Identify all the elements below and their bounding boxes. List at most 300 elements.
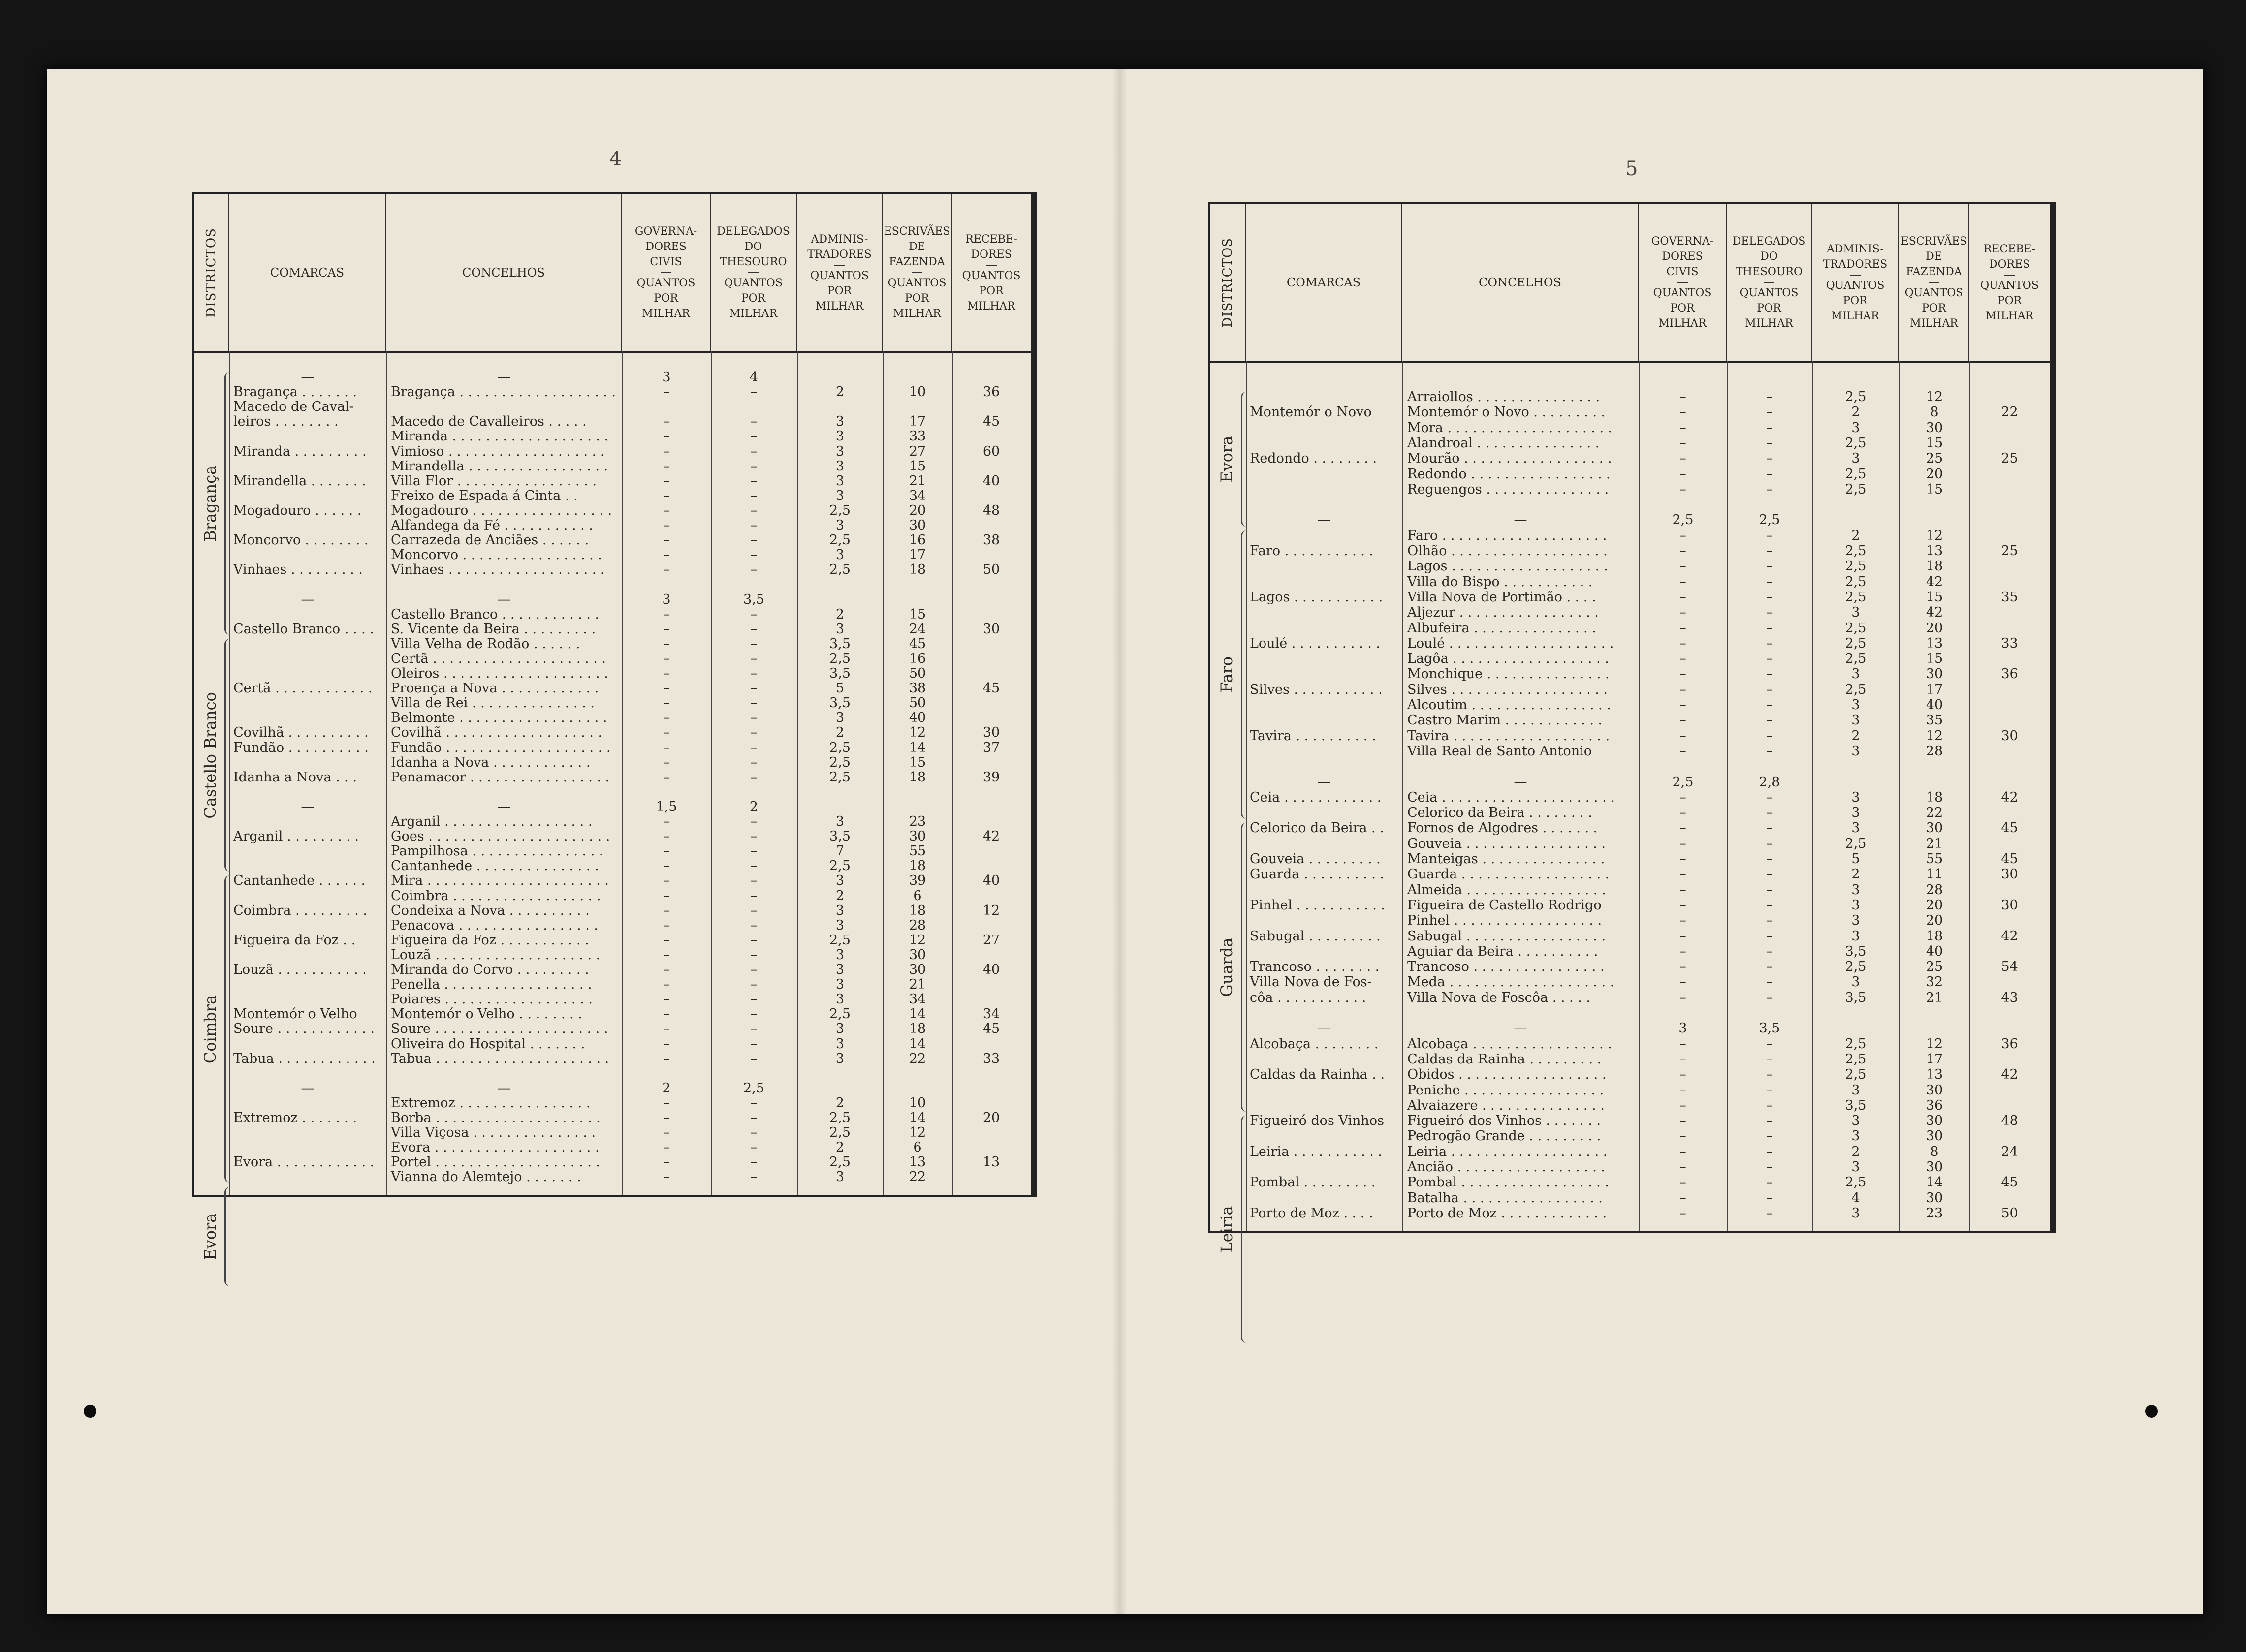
cell-concelho: S. Vicente da Beira . . . . . . . . . bbox=[391, 621, 596, 637]
header-comarcas bbox=[1246, 204, 1402, 361]
table-row bbox=[194, 489, 1031, 503]
cell-a: 3 bbox=[1851, 897, 1860, 913]
cell-a: 3,5 bbox=[829, 695, 851, 711]
cell-concelho: Arganil . . . . . . . . . . . . . . . . . . bbox=[391, 814, 593, 829]
header-rule bbox=[748, 272, 759, 273]
cell-a: 3 bbox=[1851, 666, 1860, 682]
cell-a: 2,5 bbox=[1845, 959, 1866, 975]
cell-comarca: Pombal . . . . . . . . . bbox=[1250, 1175, 1376, 1190]
cell-comarca: Tabua . . . . . . . . . . . . bbox=[233, 1051, 376, 1066]
table-row bbox=[1210, 559, 2050, 574]
cell-g: – bbox=[1679, 1205, 1686, 1221]
header-col-1 bbox=[622, 194, 711, 351]
cell-e: 32 bbox=[1926, 974, 1943, 990]
cell-concelho: Reguengos . . . . . . . . . . . . . . . bbox=[1407, 481, 1609, 497]
cell-e: 20 bbox=[1926, 913, 1943, 929]
table-header bbox=[1210, 204, 2050, 363]
cell-e: 20 bbox=[1926, 466, 1943, 482]
cell-g: – bbox=[663, 843, 670, 859]
cell-concelho: Tavira . . . . . . . . . . . . . . . . . . . bbox=[1407, 728, 1610, 744]
cell-concelho: — bbox=[1514, 512, 1527, 528]
table-row bbox=[194, 1066, 1031, 1081]
cell-concelho: Guarda . . . . . . . . . . . . . . . . . . bbox=[1407, 867, 1610, 882]
cell-g: – bbox=[1679, 789, 1686, 805]
header-districtos-label: DISTRICTOS bbox=[203, 227, 219, 318]
cell-g: – bbox=[663, 458, 670, 474]
cell-d: – bbox=[750, 843, 758, 859]
cell-g: – bbox=[1679, 574, 1686, 590]
table-row bbox=[1210, 729, 2050, 744]
cell-e: 15 bbox=[909, 754, 926, 770]
cell-g: – bbox=[663, 1169, 670, 1185]
cell-d: – bbox=[1766, 789, 1773, 805]
cell-d: – bbox=[750, 740, 758, 755]
cell-concelho: Portel . . . . . . . . . . . . . . . . . . . . bbox=[391, 1154, 600, 1170]
cell-d: – bbox=[1766, 1067, 1773, 1083]
cell-r: 36 bbox=[2001, 666, 2018, 682]
cell-g: – bbox=[663, 1140, 670, 1155]
table-row bbox=[194, 533, 1031, 548]
cell-comarca: Certã . . . . . . . . . . . . bbox=[233, 681, 373, 696]
header-comarcas-label: COMARCAS bbox=[270, 265, 345, 280]
cell-a: 2,5 bbox=[1845, 543, 1866, 559]
cell-e: 35 bbox=[1926, 713, 1943, 728]
cell-r: 35 bbox=[2001, 589, 2018, 605]
cell-g: – bbox=[663, 1154, 670, 1170]
cell-e: 14 bbox=[909, 1006, 926, 1022]
cell-concelho: Carrazeda de Anciães . . . . . . bbox=[391, 532, 589, 548]
cell-d: – bbox=[1766, 743, 1773, 759]
punch-hole-right bbox=[2145, 1405, 2158, 1418]
cell-d: – bbox=[750, 1110, 758, 1125]
header-col-unit: QUANTOS POR MILHAR bbox=[1904, 287, 1963, 330]
cell-a: 2,5 bbox=[1845, 574, 1866, 590]
table-row bbox=[194, 370, 1031, 385]
cell-d: – bbox=[1766, 851, 1773, 867]
cell-g: 1,5 bbox=[656, 799, 677, 814]
cell-g: – bbox=[663, 1051, 670, 1066]
cell-comarca: Coimbra . . . . . . . . . bbox=[233, 903, 367, 918]
table-row bbox=[194, 385, 1031, 400]
cell-r: 30 bbox=[2001, 867, 2018, 882]
cell-comarca: Leiria . . . . . . . . . . . bbox=[1250, 1144, 1382, 1159]
cell-d: – bbox=[1766, 1128, 1773, 1144]
cell-r: 34 bbox=[982, 1006, 1000, 1022]
cell-concelho: Monchique . . . . . . . . . . . . . . . bbox=[1407, 666, 1610, 682]
table-row bbox=[194, 548, 1031, 562]
table-frame bbox=[192, 192, 1037, 1260]
cell-concelho: Penacova . . . . . . . . . . . . . . . . . bbox=[391, 917, 598, 933]
cell-a: 2,5 bbox=[1845, 435, 1866, 451]
cell-d: – bbox=[750, 621, 758, 637]
cell-comarca: Miranda . . . . . . . . . bbox=[233, 443, 367, 459]
cell-e: 18 bbox=[909, 562, 926, 578]
cell-r: 37 bbox=[982, 740, 1000, 755]
cell-comarca: Mirandella . . . . . . . bbox=[233, 473, 366, 489]
cell-g: – bbox=[1679, 528, 1686, 543]
cell-d: – bbox=[750, 917, 758, 933]
header-col-2 bbox=[711, 194, 797, 351]
header-col-4 bbox=[883, 194, 952, 351]
cell-e: 12 bbox=[1926, 389, 1943, 405]
cell-g: – bbox=[1679, 620, 1686, 636]
cell-a: 3 bbox=[835, 710, 845, 726]
cell-e: 12 bbox=[909, 725, 926, 741]
cell-g: – bbox=[663, 977, 670, 993]
cell-comarca: Tavira . . . . . . . . . . bbox=[1250, 728, 1376, 744]
cell-concelho: Porto de Moz . . . . . . . . . . . . . bbox=[1407, 1205, 1607, 1221]
table-row bbox=[194, 889, 1031, 904]
cell-g: – bbox=[1679, 1036, 1686, 1052]
table-row bbox=[1210, 1114, 2050, 1128]
district-label: Leiria bbox=[1217, 1206, 1236, 1253]
cell-d: – bbox=[1766, 974, 1773, 990]
table-row bbox=[1210, 544, 2050, 559]
cell-g: – bbox=[1679, 543, 1686, 559]
table-row bbox=[1210, 1021, 2050, 1036]
cell-comarca: Faro . . . . . . . . . . . bbox=[1250, 543, 1373, 559]
cell-comarca: Bragança . . . . . . . bbox=[233, 384, 357, 400]
cell-a: 3 bbox=[1851, 805, 1860, 821]
header-col-title: ADMINIS- TRADORES bbox=[1823, 243, 1888, 271]
cell-concelho: Villa do Bispo . . . . . . . . . . . bbox=[1407, 574, 1593, 590]
cell-d: 3,5 bbox=[1759, 1021, 1780, 1036]
table-row bbox=[194, 1022, 1031, 1036]
cell-concelho: Villa Flor . . . . . . . . . . . . . . . . . bbox=[391, 473, 597, 489]
table-row bbox=[1210, 451, 2050, 466]
cell-d: – bbox=[750, 1051, 758, 1066]
cell-r: 39 bbox=[982, 769, 1000, 785]
cell-concelho: Mora . . . . . . . . . . . . . . . . . . . . bbox=[1407, 420, 1613, 436]
cell-concelho: Montemór o Velho . . . . . . . . bbox=[391, 1006, 582, 1022]
cell-r: 13 bbox=[982, 1154, 1000, 1170]
cell-concelho: Miranda . . . . . . . . . . . . . . . . . . . bbox=[391, 429, 609, 444]
cell-e: 6 bbox=[913, 888, 922, 904]
cell-g: – bbox=[663, 681, 670, 696]
cell-concelho: Alcoutim . . . . . . . . . . . . . . . . . bbox=[1407, 697, 1611, 713]
cell-d: – bbox=[750, 681, 758, 696]
cell-a: 3 bbox=[835, 962, 845, 977]
cell-concelho: Ancião . . . . . . . . . . . . . . . . . . bbox=[1407, 1159, 1605, 1175]
cell-concelho: Silves . . . . . . . . . . . . . . . . . . . bbox=[1407, 682, 1608, 697]
cell-e: 45 bbox=[909, 636, 926, 652]
cell-e: 18 bbox=[909, 903, 926, 918]
cell-e: 28 bbox=[1926, 882, 1943, 898]
cell-e: 15 bbox=[1926, 435, 1943, 451]
cell-g: – bbox=[1679, 1051, 1686, 1067]
header-col-title: DELEGADOS DO THESOURO bbox=[1732, 235, 1806, 278]
table-row bbox=[1210, 498, 2050, 512]
cell-e: 21 bbox=[909, 473, 926, 489]
cell-concelho: Alcobaça . . . . . . . . . . . . . . . . . bbox=[1407, 1036, 1612, 1052]
header-col-4 bbox=[1899, 204, 1969, 361]
cell-g: – bbox=[663, 1095, 670, 1111]
cell-a: 2,5 bbox=[829, 651, 851, 666]
cell-e: 30 bbox=[909, 518, 926, 533]
table-header bbox=[194, 194, 1031, 353]
cell-g: – bbox=[1679, 1190, 1686, 1206]
cell-e: 27 bbox=[909, 443, 926, 459]
cell-g: – bbox=[1679, 451, 1686, 467]
cell-concelho: Manteigas . . . . . . . . . . . . . . . bbox=[1407, 851, 1605, 867]
cell-a: 3 bbox=[835, 621, 845, 637]
cell-d: – bbox=[1766, 528, 1773, 543]
cell-e: 15 bbox=[909, 606, 926, 622]
cell-a: 3 bbox=[835, 518, 845, 533]
cell-concelho: Villa Nova de Portimão . . . . bbox=[1407, 589, 1596, 605]
cell-g: – bbox=[1679, 913, 1686, 929]
cell-concelho: Idanha a Nova . . . . . . . . . . . . bbox=[391, 754, 591, 770]
cell-e: 12 bbox=[909, 1125, 926, 1141]
district-label: Faro bbox=[1217, 656, 1236, 693]
cell-comarca: Redondo . . . . . . . . bbox=[1250, 451, 1377, 467]
header-concelhos-label: CONCELHOS bbox=[462, 265, 545, 280]
cell-e: 30 bbox=[1926, 1190, 1943, 1206]
cell-e: 17 bbox=[909, 414, 926, 430]
cell-a: 3 bbox=[1851, 1113, 1860, 1129]
cell-a: 3 bbox=[1851, 928, 1860, 944]
cell-a: 2,5 bbox=[829, 562, 851, 578]
cell-g: – bbox=[663, 636, 670, 652]
cell-r: 30 bbox=[2001, 728, 2018, 744]
header-comarcas bbox=[229, 194, 386, 351]
district-label: Guarda bbox=[1217, 937, 1236, 997]
cell-r: 12 bbox=[982, 903, 1000, 918]
cell-a: 3,5 bbox=[829, 636, 851, 652]
table-row bbox=[1210, 652, 2050, 666]
cell-a: 3,5 bbox=[829, 829, 851, 844]
cell-comarca: Porto de Moz . . . . bbox=[1250, 1205, 1373, 1221]
cell-comarca: Arganil . . . . . . . . . bbox=[233, 829, 359, 844]
cell-d: – bbox=[1766, 713, 1773, 728]
cell-d: – bbox=[1766, 820, 1773, 836]
cell-g: – bbox=[663, 769, 670, 785]
table-row bbox=[1210, 482, 2050, 497]
cell-a: 3 bbox=[1851, 713, 1860, 728]
table-row bbox=[194, 400, 1031, 414]
cell-d: – bbox=[750, 1095, 758, 1111]
table-row bbox=[194, 696, 1031, 711]
cell-d: – bbox=[1766, 605, 1773, 621]
table-row bbox=[1210, 1160, 2050, 1175]
cell-g: – bbox=[663, 992, 670, 1007]
cell-e: 20 bbox=[909, 502, 926, 518]
cell-a: 5 bbox=[1851, 851, 1860, 867]
cell-a: 7 bbox=[835, 843, 845, 859]
cell-r: 42 bbox=[2001, 789, 2018, 805]
cell-d: – bbox=[750, 903, 758, 918]
cell-g: – bbox=[1679, 420, 1686, 436]
cell-concelho: Pedrogão Grande . . . . . . . . . bbox=[1407, 1128, 1601, 1144]
cell-g: – bbox=[663, 651, 670, 666]
cell-comarca: Villa Nova de Fos- bbox=[1250, 974, 1372, 990]
cell-d: – bbox=[1766, 389, 1773, 405]
cell-d: – bbox=[1766, 420, 1773, 436]
cell-d: – bbox=[750, 384, 758, 400]
cell-comarca: — bbox=[1317, 774, 1331, 790]
cell-d: – bbox=[1766, 1097, 1773, 1113]
cell-comarca: — bbox=[301, 1080, 315, 1096]
cell-a: 2,5 bbox=[829, 1154, 851, 1170]
cell-d: – bbox=[750, 769, 758, 785]
cell-concelho: Aguiar da Beira . . . . . . . . . . bbox=[1407, 943, 1598, 959]
cell-a: 3 bbox=[835, 1036, 845, 1052]
cell-e: 15 bbox=[1926, 589, 1943, 605]
cell-concelho: Loulé . . . . . . . . . . . . . . . . . . . . bbox=[1407, 635, 1614, 651]
cell-r: 36 bbox=[982, 384, 1000, 400]
cell-d: – bbox=[1766, 728, 1773, 744]
cell-concelho: Pampilhosa . . . . . . . . . . . . . . . . bbox=[391, 843, 603, 859]
table-row bbox=[1210, 436, 2050, 451]
cell-d: – bbox=[1766, 913, 1773, 929]
cell-d: – bbox=[1766, 867, 1773, 882]
cell-d: – bbox=[750, 695, 758, 711]
cell-g: – bbox=[1679, 1175, 1686, 1190]
cell-concelho: Fundão . . . . . . . . . . . . . . . . . . . . bbox=[391, 740, 611, 755]
cell-d: – bbox=[1766, 697, 1773, 713]
header-col-title: GOVERNA- DORES CIVIS bbox=[1651, 235, 1714, 278]
table-row bbox=[1210, 775, 2050, 790]
cell-d: – bbox=[750, 606, 758, 622]
table-row bbox=[194, 785, 1031, 800]
cell-a: 3 bbox=[835, 977, 845, 993]
cell-e: 15 bbox=[1926, 481, 1943, 497]
cell-a: 2,5 bbox=[1845, 1051, 1866, 1067]
cell-g: – bbox=[1679, 651, 1686, 667]
cell-a: 3 bbox=[835, 1051, 845, 1066]
cell-d: – bbox=[750, 1169, 758, 1185]
cell-g: – bbox=[663, 947, 670, 963]
cell-d: – bbox=[1766, 620, 1773, 636]
cell-concelho: Macedo de Cavalleiros . . . . . bbox=[391, 414, 587, 430]
cell-concelho: Proença a Nova . . . . . . . . . . . . bbox=[391, 681, 599, 696]
table-row bbox=[194, 622, 1031, 637]
cell-a: 2 bbox=[835, 725, 845, 741]
cell-a: 2,5 bbox=[1845, 389, 1866, 405]
table-row bbox=[194, 800, 1031, 814]
cell-concelho: Leiria . . . . . . . . . . . . . . . . . . . bbox=[1407, 1144, 1608, 1159]
cell-e: 25 bbox=[1926, 959, 1943, 975]
cell-e: 12 bbox=[909, 932, 926, 948]
cell-g: – bbox=[1679, 820, 1686, 836]
cell-d: – bbox=[750, 562, 758, 578]
cell-e: 17 bbox=[1926, 682, 1943, 697]
cell-g: – bbox=[1679, 897, 1686, 913]
cell-e: 23 bbox=[909, 814, 926, 829]
header-rule bbox=[986, 265, 997, 266]
cell-d: – bbox=[750, 754, 758, 770]
table-row bbox=[1210, 837, 2050, 851]
cell-a: 3 bbox=[1851, 820, 1860, 836]
cell-a: 5 bbox=[835, 681, 845, 696]
table-row bbox=[1210, 698, 2050, 713]
table-row bbox=[194, 977, 1031, 992]
table-row bbox=[194, 904, 1031, 918]
cell-a: 3 bbox=[1851, 1082, 1860, 1098]
header-col-title: ESCRIVÃES DE FAZENDA bbox=[884, 225, 950, 268]
cell-a: 2,5 bbox=[829, 532, 851, 548]
cell-concelho: Aljezur . . . . . . . . . . . . . . . . . bbox=[1407, 605, 1599, 621]
cell-e: 13 bbox=[1926, 635, 1943, 651]
cell-a: 2,5 bbox=[1845, 635, 1866, 651]
cell-a: 2,5 bbox=[1845, 651, 1866, 667]
cell-concelho: Cantanhede . . . . . . . . . . . . . . . bbox=[391, 858, 599, 874]
header-districtos bbox=[1210, 204, 1246, 361]
cell-d: – bbox=[1766, 1205, 1773, 1221]
cell-d: – bbox=[750, 710, 758, 726]
header-concelhos bbox=[1402, 204, 1639, 361]
cell-concelho: Sabugal . . . . . . . . . . . . . . . . . bbox=[1407, 928, 1606, 944]
table-row bbox=[194, 770, 1031, 785]
cell-d: – bbox=[1766, 959, 1773, 975]
cell-comarca: leiros . . . . . . . . bbox=[233, 414, 339, 430]
cell-g: – bbox=[663, 725, 670, 741]
cell-concelho: Castro Marim . . . . . . . . . . . . bbox=[1407, 713, 1603, 728]
table-row bbox=[194, 859, 1031, 873]
cell-e: 55 bbox=[1926, 851, 1943, 867]
cell-e: 40 bbox=[1926, 697, 1943, 713]
cell-g: – bbox=[663, 518, 670, 533]
cell-concelho: Ceia . . . . . . . . . . . . . . . . . . . . . bbox=[1407, 789, 1615, 805]
cell-a: 3 bbox=[835, 873, 845, 889]
cell-a: 2,5 bbox=[829, 1006, 851, 1022]
cell-comarca: Silves . . . . . . . . . . . bbox=[1250, 682, 1383, 697]
table-row bbox=[1210, 944, 2050, 959]
cell-a: 3 bbox=[1851, 451, 1860, 467]
cell-a: 2,5 bbox=[829, 754, 851, 770]
cell-concelho: — bbox=[1514, 774, 1527, 790]
cell-concelho: Peniche . . . . . . . . . . . . . . . . . bbox=[1407, 1082, 1604, 1098]
cell-g: – bbox=[1679, 697, 1686, 713]
header-col-unit: QUANTOS POR MILHAR bbox=[962, 269, 1021, 312]
cell-e: 23 bbox=[1926, 1205, 1943, 1221]
cell-d: – bbox=[750, 725, 758, 741]
cell-d: – bbox=[1766, 666, 1773, 682]
cell-concelho: Almeida . . . . . . . . . . . . . . . . . bbox=[1407, 882, 1606, 898]
cell-e: 21 bbox=[1926, 836, 1943, 851]
cell-g: – bbox=[1679, 851, 1686, 867]
cell-comarca: Evora . . . . . . . . . . . . bbox=[233, 1154, 375, 1170]
cell-g: – bbox=[1679, 666, 1686, 682]
table-row bbox=[194, 933, 1031, 948]
cell-comarca: Vinhaes . . . . . . . . . bbox=[233, 562, 363, 578]
header-col-unit: QUANTOS POR MILHAR bbox=[1740, 287, 1799, 330]
cell-concelho: Penamacor . . . . . . . . . . . . . . . . . bbox=[391, 769, 610, 785]
cell-g: – bbox=[1679, 389, 1686, 405]
cell-g: – bbox=[663, 710, 670, 726]
cell-r: 40 bbox=[982, 473, 1000, 489]
cell-r: 25 bbox=[2001, 543, 2018, 559]
cell-comarca: Pinhel . . . . . . . . . . . bbox=[1250, 897, 1386, 913]
cell-g: – bbox=[663, 932, 670, 948]
table-row bbox=[1210, 991, 2050, 1005]
cell-a: 2,5 bbox=[829, 769, 851, 785]
cell-d: – bbox=[750, 873, 758, 889]
cell-r: 42 bbox=[982, 829, 1000, 844]
cell-a: 2,5 bbox=[829, 740, 851, 755]
cell-r: 30 bbox=[982, 621, 1000, 637]
table-row bbox=[1210, 1067, 2050, 1082]
cell-g: – bbox=[663, 917, 670, 933]
table-row bbox=[1210, 421, 2050, 436]
cell-e: 42 bbox=[1926, 574, 1943, 590]
cell-g: – bbox=[663, 606, 670, 622]
table-row bbox=[194, 948, 1031, 963]
cell-a: 3,5 bbox=[1845, 990, 1866, 1005]
table-row bbox=[1210, 1083, 2050, 1098]
cell-d: – bbox=[1766, 481, 1773, 497]
district-label: Coimbra bbox=[201, 995, 220, 1064]
